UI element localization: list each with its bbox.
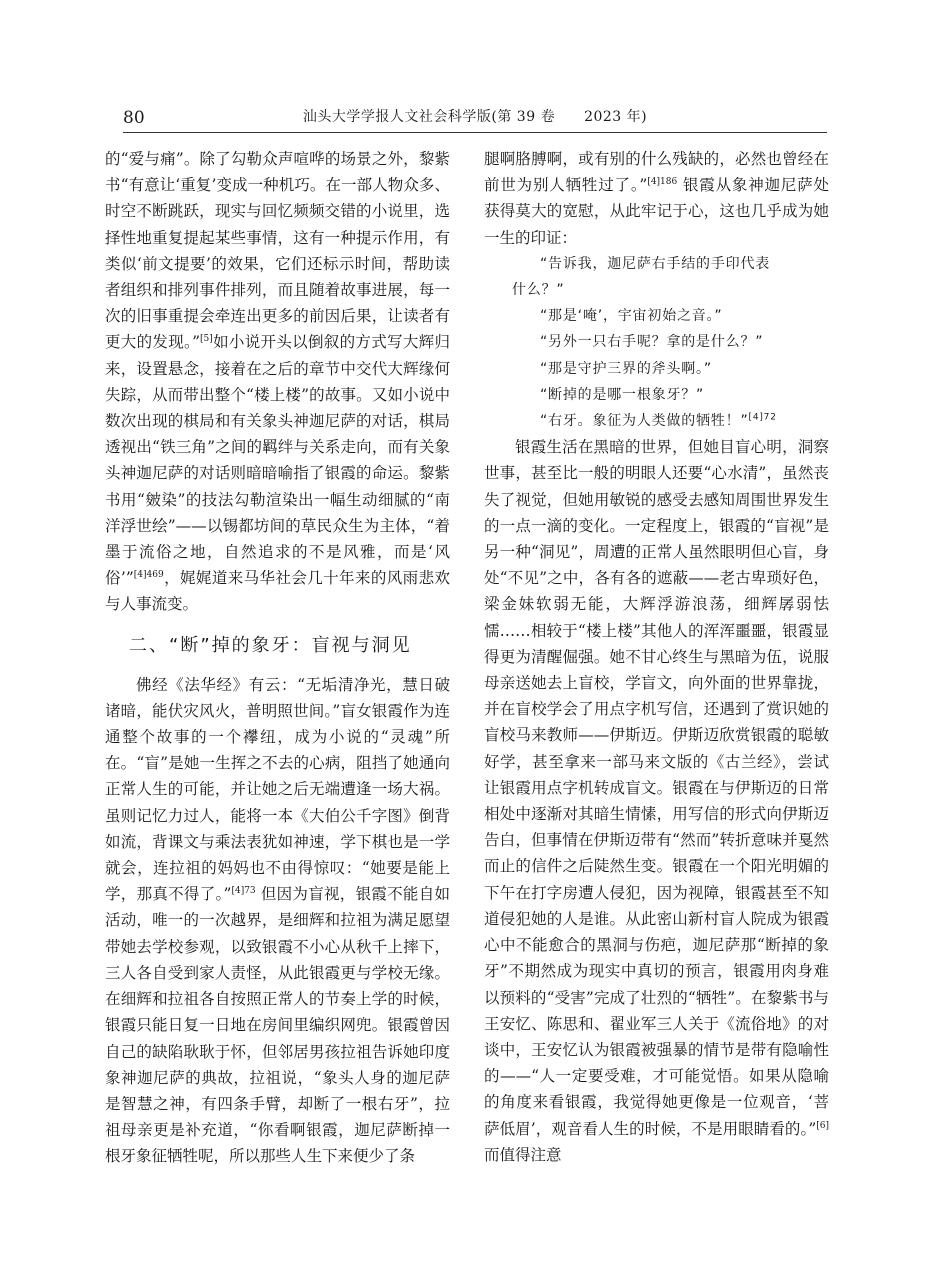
dialogue-line [512, 408, 829, 434]
journal-title: 汕头大学学报人文社会科学版(第 39 卷 2023 年) [302, 109, 648, 125]
dialogue-line: “另外一只右手呢？拿的是什么？” [540, 334, 764, 351]
paragraph [484, 146, 829, 251]
citation: [4]73 [231, 886, 256, 897]
paragraph-text: 银霞从象神迦尼萨处获得莫大的宽慰，从此牢记于心，这也几乎成为她一生的印证： [484, 176, 829, 247]
citation: [4]469 [133, 570, 164, 581]
right-column [484, 146, 829, 1168]
page-number: 80 [123, 108, 145, 128]
paragraph-text: 而值得注意 [484, 1145, 562, 1164]
dialogue-line: “告诉我，迦尼萨右手结的手印代表 [540, 255, 771, 272]
dialogue-line: “那是守护三界的斧头啊。” [540, 360, 712, 377]
paragraph-text: 如小说开头以倒叙的方式写大辉归来，设置悬念，接着在之后的章节中交代大辉缘何失踪，从而带出整个“楼上楼”的故事。又如小说中数次出现的棋局和有关象头神迦尼萨的对话，棋局透视出“铁三角”之间的羁绊与关系走向，而有关象头神迦尼萨的对话则暗暗喻指了银霞的命运。黎紫书用“皴染”的技法勾勒渲染出一幅生动细腻的“南洋浮世绘”——以锡都坊间的草民众生为主体，“着墨于流俗之地，自然追求的不是风雅，而是‘风俗’” [105, 333, 450, 588]
dialogue-text: “右牙。象征为人类做的牺牲！” [540, 413, 749, 430]
citation: [4]186 [647, 177, 678, 188]
dialogue-line: 什么？” [512, 282, 565, 299]
citation: [4]72 [748, 412, 777, 423]
paragraph-text: ，娓娓道来马华社会几十年来的风雨悲欢与人事流变。 [105, 569, 450, 614]
paragraph-text: 的“爱与痛”。除了勾勒众声喧哗的场景之外，黎紫书“有意让‘重复’变成一种机巧。在一部人物众多、时空不断跳跃，现实与回忆频频交错的小说里，选择性地重复提起某些事情，这有一种提示作用，有类似‘前文提要’的效果，它们还标示时间，帮助读者组织和排列事件排列，而且随着故事进展，每一次的旧事重提会牵连出更多的前因后果，让读者有更大的发现。” [105, 150, 450, 352]
section-heading: 二、“断”掉的象牙：盲视与洞见 [129, 634, 412, 656]
paragraph-text: 但因为盲视，银霞不能自如活动，唯一的一次越界，是细辉和拉祖为满足愿望带她去学校参观，以致银霞不小心从秋千上摔下，三人各自受到家人责怪，从此银霞更与学校无缘。在细辉和拉祖各自按照正常人的节奏上学的时候，银霞只能日复一日地在房间里编织网兜。银霞曾因自己的缺陷耿耿于怀，但邻居男孩拉祖告诉她印度象神迦尼萨的典故，拉祖说，“象头人身的迦尼萨是智慧之神，有四条手臂，却断了一根右牙”，拉祖母亲更是补充道，“你看啊银霞，迦尼萨断掉一根牙象征牺牲呢，所以那些人生下来便少了条 [105, 885, 450, 1166]
paragraph [105, 672, 450, 1170]
paragraph [105, 146, 450, 618]
paragraph-text: 佛经《法华经》有云：“无垢清净光，慧日破诸暗，能伏灾风火，普明照世间。”盲女银霞作为连通整个故事的一个襻纽，成为小说的“灵魂”所在。“盲”是她一生挥之不去的心病，阻挡了她通向正常人生的可能，并让她之后无端遭逢一场大祸。虽则记忆力过人，能将一本《大伯公千字图》倒背如流，背课文与乘法表犹如神速，学下棋也是一学就会，连拉祖的妈妈也不由得惊叹：“她要是能上学，那真不得了。” [105, 675, 450, 904]
paragraph-text: 银霞生活在黑暗的世界，但她目盲心明，洞察世事，甚至比一般的明眼人还要“心水清”，虽然丧失了视觉，但她用敏锐的感受去感知周围世界发生的一点一滴的变化。一定程度上，银霞的“盲视”是另一种“洞见”，周遭的正常人虽然眼明但心盲，身处“不见”之中，各有各的遮蔽——老古卑琐好色，梁金妹软弱无能，大辉浮游浪荡，细辉孱弱怯懦……相较于“楼上楼”其他人的浑浑噩噩，银霞显得更为清醒倔强。她不甘心终生与黑暗为伍，说服母亲送她去上盲校，学盲文，向外面的世界靠拢，并在盲校学会了用点字机写信，还遇到了赏识她的盲校马来教师——伊斯迈。伊斯迈欣赏银霞的聪敏好学，甚至拿来一部马来文版的《古兰经》，尝试让银霞用点字机转成盲文。银霞在与伊斯迈的日常相处中逐渐对其暗生情愫，用写信的形式向伊斯迈告白，但事情在伊斯迈带有“然而”转折意味并戛然而止的信件之后陡然生变。银霞在一个阳光明媚的下午在打字房遭人侵犯，因为视障，银霞甚至不知道侵犯她的人是谁。从此密山新村盲人院成为银霞心中不能愈合的黑洞与伤疤，迦尼萨那“断掉的象牙”不期然成为现实中真切的预言，银霞用肉身难以预料的“受害”完成了壮烈的“牺牲”。在黎紫书与王安忆、陈思和、翟业军三人关于《流俗地》的对谈中，王安忆认为银霞被强暴的情节是带有隐喻性的——“人一定要受难，才可能觉悟。如果从隐喻的角度来看银霞，我觉得她更像是一位观音，‘菩萨低眉’，观音看人生的时候，不是用眼睛看的。” [484, 438, 829, 1138]
left-column [105, 146, 450, 1170]
paragraph [484, 434, 829, 1168]
citation: [5] [200, 334, 213, 345]
dialogue-line: “那是‘唵’，宇宙初始之音。” [540, 308, 723, 325]
citation: [6] [816, 1120, 829, 1131]
dialogue-line: “断掉的是哪一根象牙？” [540, 386, 705, 403]
header-rule [123, 132, 827, 133]
paragraph-text: 腿啊胳膊啊，或有别的什么残缺的，必然也曾经在前世为别人牺牲过了。” [484, 150, 829, 195]
page-header [123, 100, 827, 132]
dialogue-quote [484, 251, 829, 434]
